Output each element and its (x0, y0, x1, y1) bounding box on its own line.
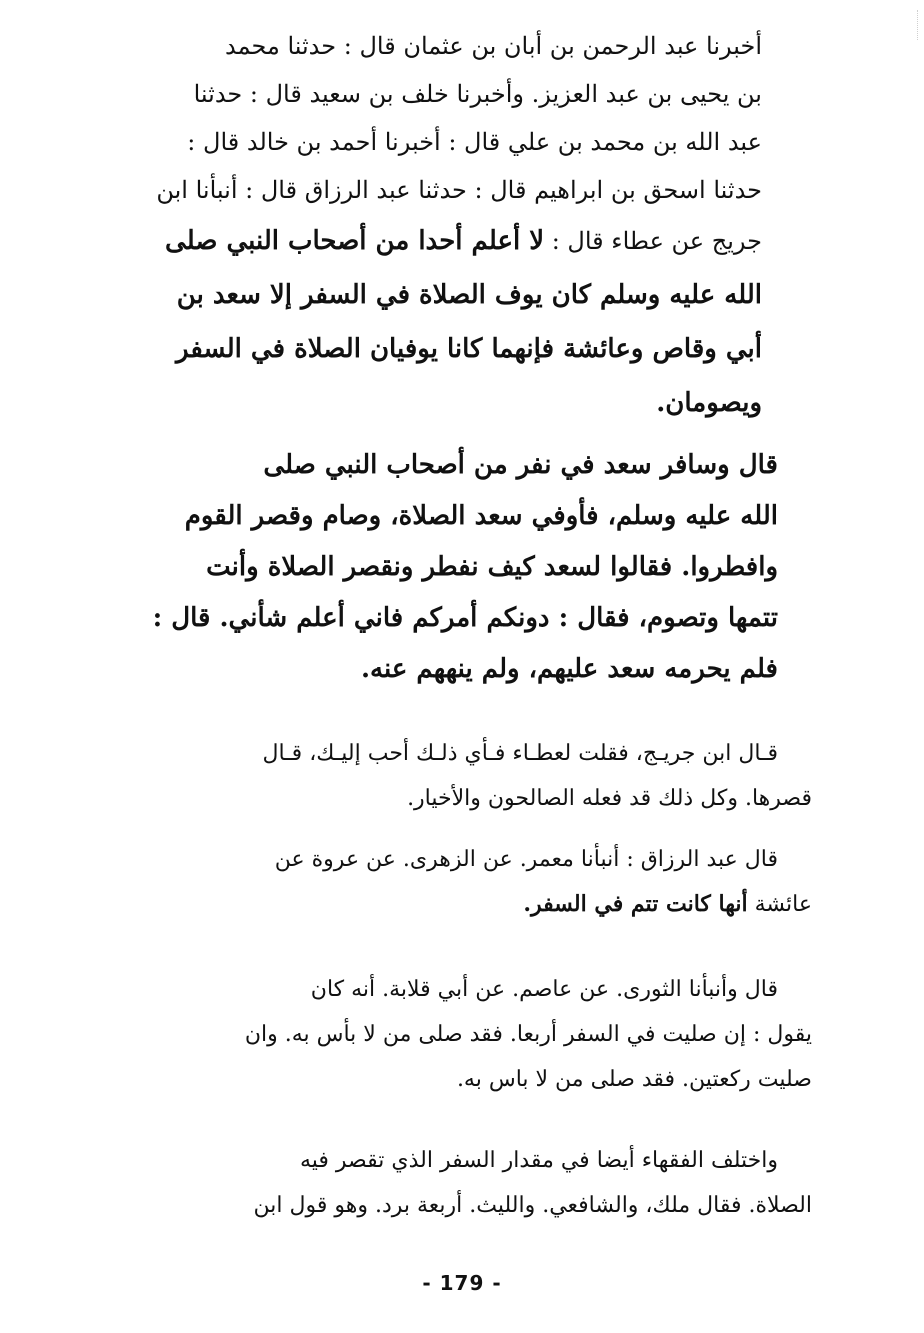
text-line-bold: الله عليه وسلم كان يوف الصلاة في السفر إلا سعد بن (176, 280, 762, 310)
text-line-normal-part: جريج عن عطاء قال : (551, 227, 762, 255)
text-line-mixed (118, 882, 812, 927)
text-line: بن يحيى بن عبد العزيز. وأخبرنا خلف بن سعيد قال : حدثنا (193, 80, 762, 108)
paragraph-ibn-jurayj (118, 731, 812, 821)
text-line-bold: ويصومان. (656, 388, 762, 418)
text-line-bold: قال وسافر سعد في نفر من أصحاب النبي صلى (263, 450, 778, 480)
text-line: عبد الله بن محمد بن علي قال : أخبرنا أحمد بن خالد قال : (187, 128, 762, 156)
text-line: يقول : إن صليت في السفر أربعا. فقد صلى من لا بأس به. وان (244, 1022, 812, 1047)
text-line: أخبرنا عبد الرحمن بن أبان بن عثمان قال : حدثنا محمد (225, 32, 762, 60)
paragraph-abd-al-razzaq (118, 837, 812, 927)
text-line-bold: أبي وقاص وعائشة فإنهما كانا يوفيان الصلاة في السفر (176, 334, 762, 364)
paragraph-saad-travel (118, 440, 812, 695)
paragraph-al-thawri (118, 967, 812, 1102)
text-line-bold-part: أنها كانت تتم في السفر. (523, 891, 748, 917)
text-line: قـال ابن جريـج، فقلت لعطـاء فـأي ذلـك أحب إليـك، قـال (262, 741, 778, 766)
page-number: - 179 - (422, 1271, 502, 1295)
paragraph-isnad (118, 22, 812, 430)
text-line-mixed (118, 593, 778, 644)
text-line: قال وأنبأنا الثورى. عن عاصم. عن أبي قلابة. أنه كان (310, 977, 778, 1002)
text-line: واختلف الفقهاء أيضا في مقدار السفر الذي تقصر فيه (299, 1148, 778, 1173)
text-line-bold-part: تتمها وتصوم، فقال : (558, 603, 778, 633)
text-line-bold: الله عليه وسلم، فأوفي سعد الصلاة، وصام وقصر القوم (184, 501, 778, 531)
text-line: صليت ركعتين. فقد صلى من لا باس به. (456, 1067, 812, 1092)
text-line: الصلاة. فقال ملك، والشافعي. والليث. أربعة برد. وهو قول ابن (253, 1193, 812, 1218)
text-line-bold: فلم يحرمه سعد عليهم، ولم ينههم عنه. (361, 654, 778, 684)
text-line-normal-part: عائشة (754, 892, 812, 917)
text-line: حدثنا اسحق بن ابراهيم قال : حدثنا عبد الرزاق قال : أنبأنا ابن (156, 176, 762, 204)
text-line: قال عبد الرزاق : أنبأنا معمر. عن الزهرى. عن عروة عن (274, 847, 778, 872)
text-line-bold: وافطروا. فقالوا لسعد كيف نفطر ونقصر الصلاة وأنت (206, 552, 778, 582)
text-line: قصرها. وكل ذلك قد فعله الصالحون والأخيار. (407, 786, 812, 811)
scan-edge-marks (915, 10, 918, 40)
paragraph-fuqaha (118, 1138, 812, 1228)
text-line-bold-part: لا أعلم أحدا من أصحاب النبي صلى (165, 226, 545, 256)
text-line-mixed (138, 214, 762, 268)
text-line-bold-part: دونكم أمركم فاني أعلم شأني. قال : (152, 603, 550, 633)
